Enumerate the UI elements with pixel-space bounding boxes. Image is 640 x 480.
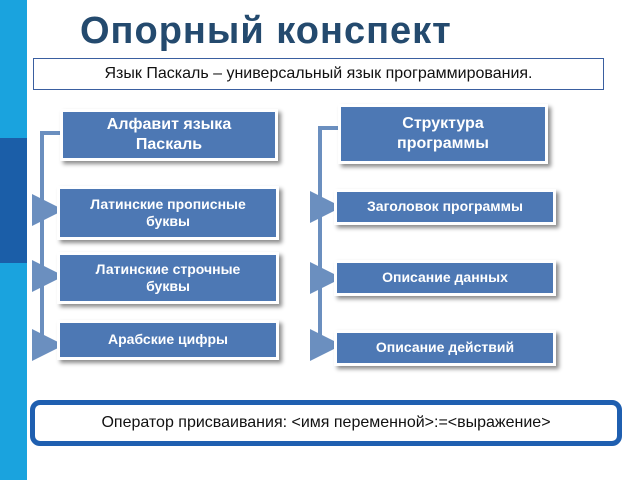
arabic-digits-label: Арабские цифры — [108, 331, 228, 348]
uppercase-letters-line-2: буквы — [146, 213, 190, 229]
lowercase-letters-line-2: буквы — [146, 278, 190, 294]
data-description-label: Описание данных — [382, 269, 508, 286]
lowercase-letters-line-1: Латинские строчные — [95, 260, 241, 277]
program-header-box — [334, 189, 556, 225]
program-header-label: Заголовок программы — [367, 198, 523, 215]
alphabet-heading-line-2: Паскаль — [135, 136, 203, 153]
structure-heading-line-1: Структура — [402, 115, 484, 132]
lowercase-letters-box — [57, 252, 279, 304]
assignment-operator-text: Оператор присваивания: <имя переменной>:=<выражение> — [101, 414, 551, 431]
page-title: Опорный конспект — [80, 10, 452, 52]
data-description-box — [334, 260, 556, 296]
structure-heading-box — [338, 104, 548, 164]
arabic-digits-box — [57, 320, 279, 360]
uppercase-letters-line-1: Латинские прописные — [90, 195, 246, 212]
assignment-operator-box — [30, 400, 622, 446]
actions-description-box — [334, 330, 556, 366]
actions-description-label: Описание действий — [375, 339, 515, 356]
alphabet-heading-box — [60, 109, 278, 161]
uppercase-letters-box — [57, 186, 279, 240]
structure-heading-line-2: программы — [397, 135, 489, 152]
alphabet-heading-line-1: Алфавит языка — [106, 116, 232, 133]
subtitle-text: Язык Паскаль – универсальный язык программирования. — [104, 65, 533, 82]
right-bracket — [320, 128, 340, 345]
